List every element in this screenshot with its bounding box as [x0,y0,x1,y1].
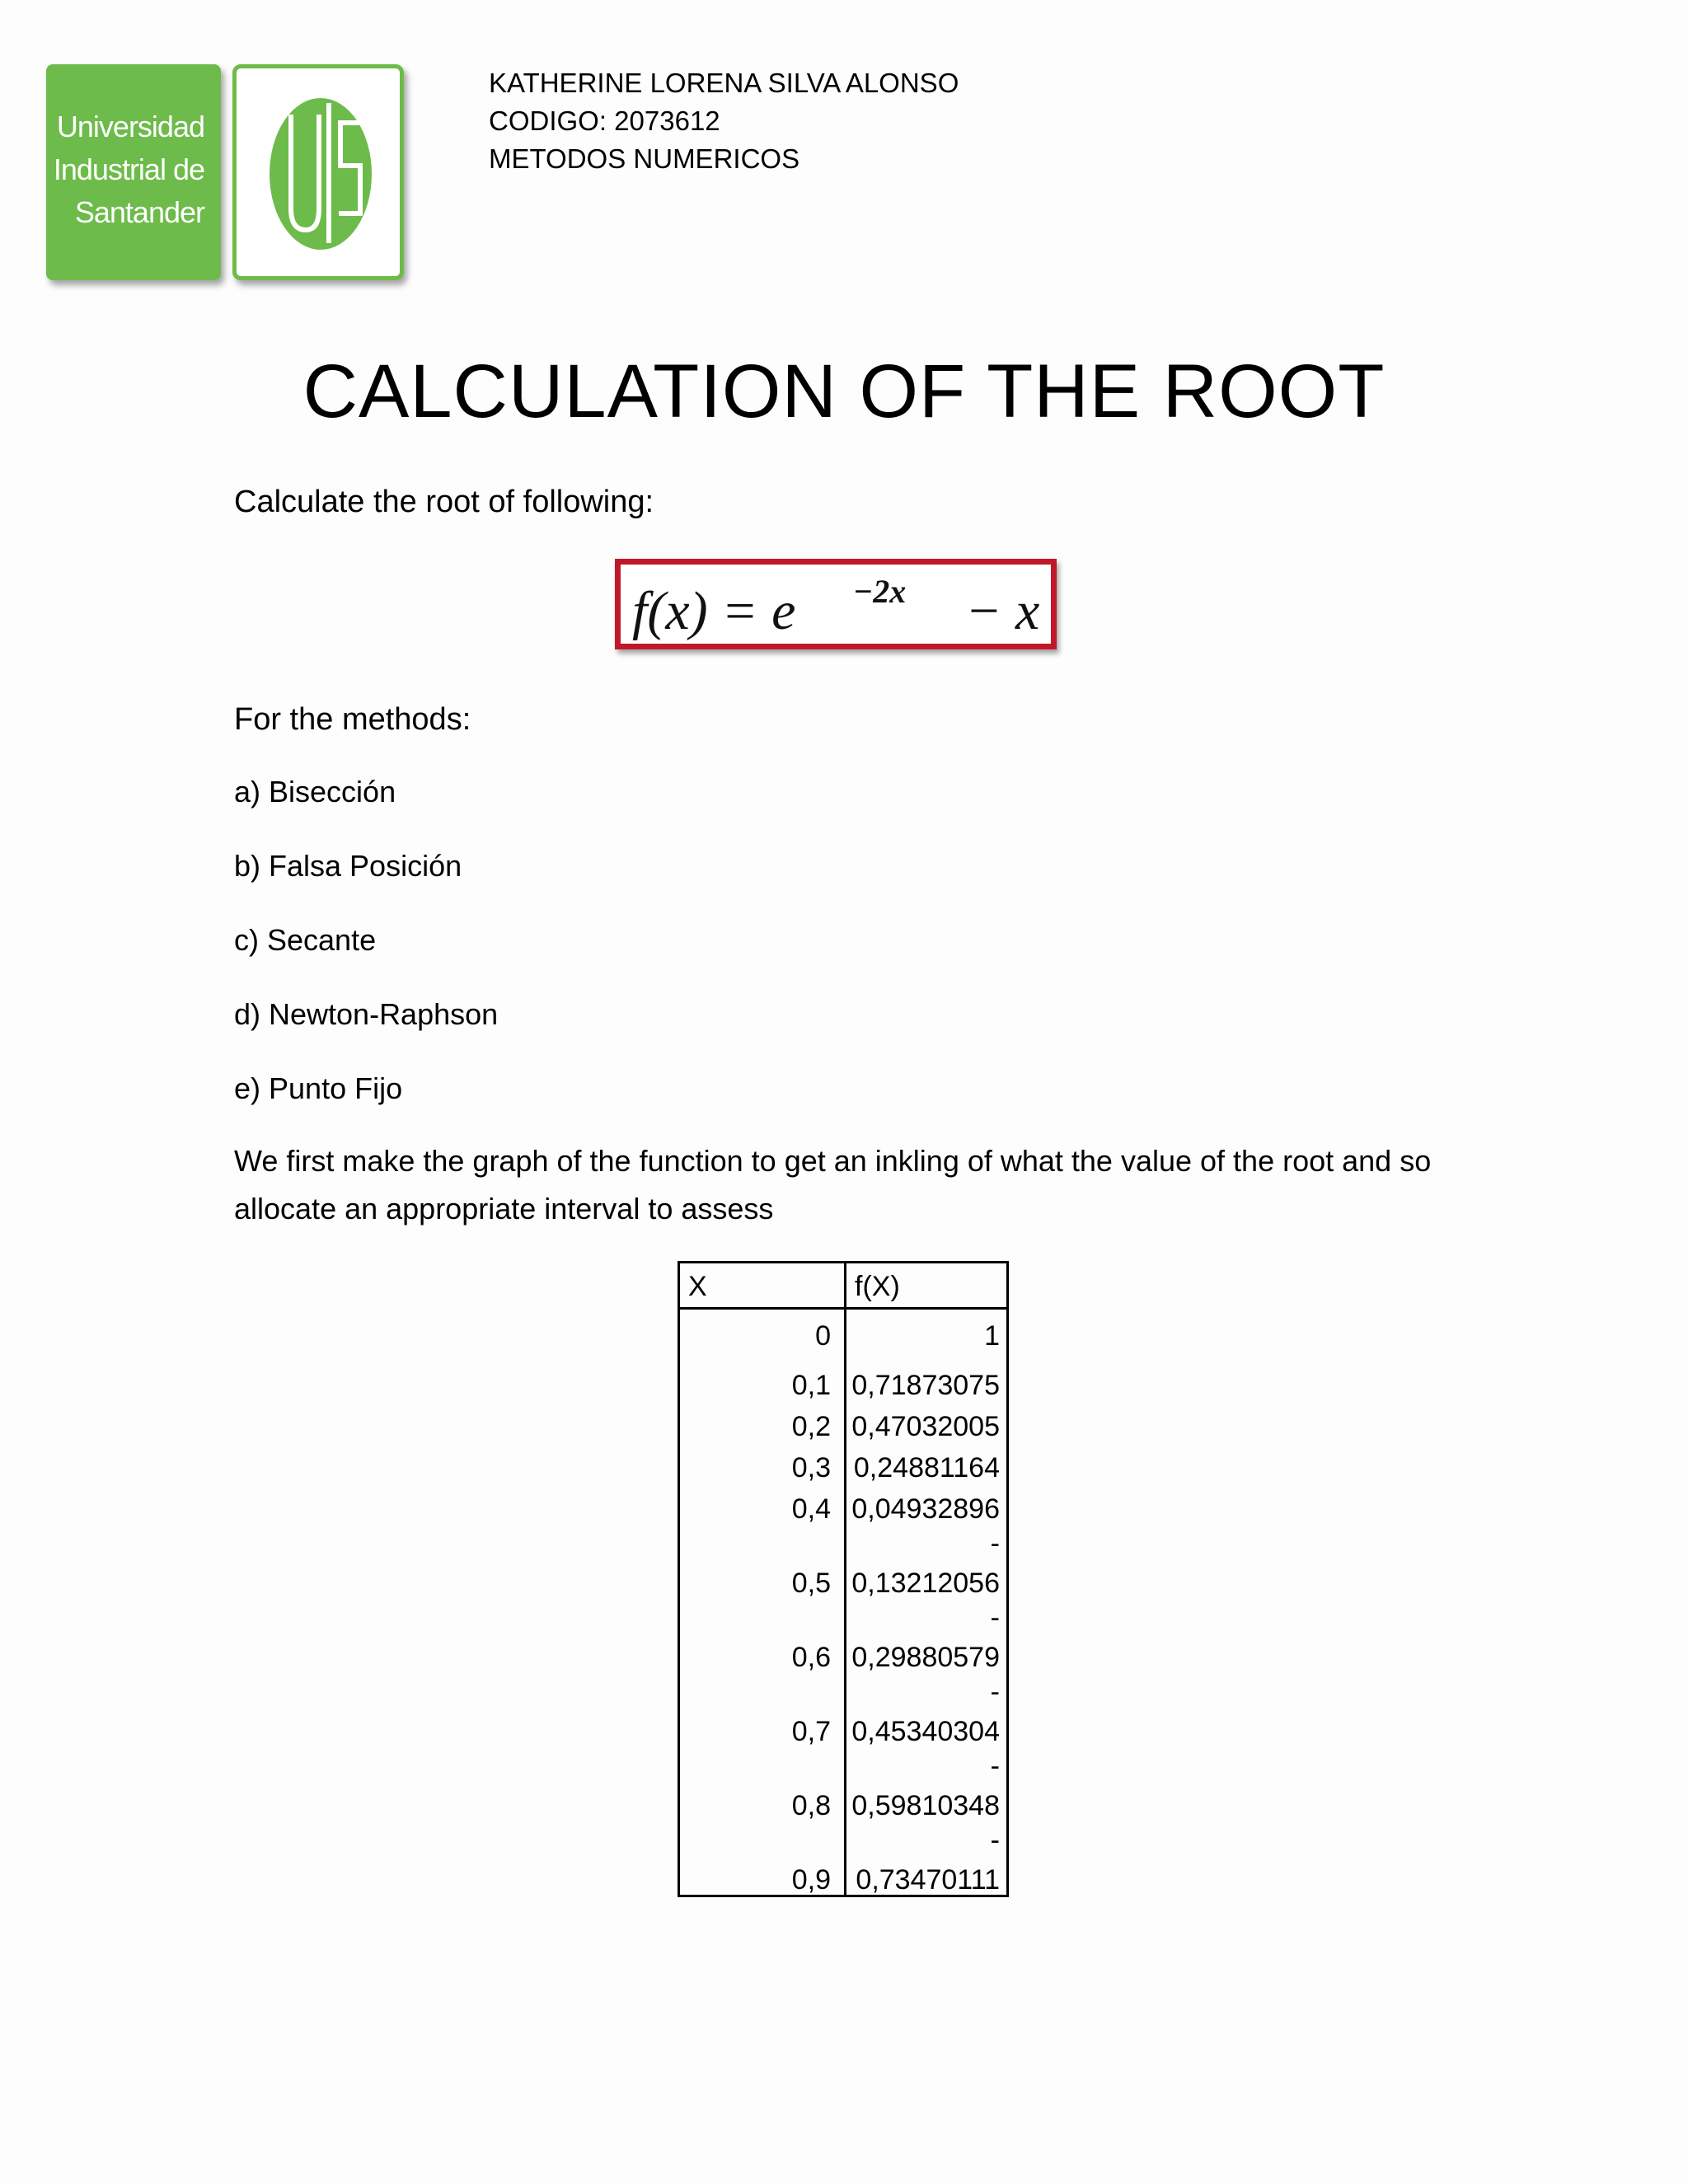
table-cell-fx: 0,13212056 [851,1568,1000,1599]
formula-rhs: − x [965,581,1040,641]
table-cell-x: 0,6 [791,1642,831,1673]
table-cell-x: 0,2 [791,1411,831,1442]
table-cell-x: 0,8 [791,1790,831,1821]
page-title: CALCULATION OF THE ROOT [302,349,1386,434]
table-cell-negative-sign: - [990,1676,1000,1708]
table-cell-x: 0,9 [791,1864,831,1896]
table-cell-fx: 0,29880579 [851,1642,1000,1673]
table-cell-fx: 1 [984,1320,1000,1352]
table-cell-x: 0 [815,1320,831,1352]
table-header-x: X [688,1271,707,1302]
table-cell-negative-sign: - [990,1528,1000,1559]
logo-text: Universidad Industrial de Santander [53,110,204,229]
formula-exponent: −2x [853,573,907,610]
table-cell-fx: 0,71873075 [851,1370,1000,1401]
course-name: METODOS NUMERICOS [489,143,800,174]
table-header-fx: f(X) [855,1271,900,1302]
table-cell-x: 0,4 [791,1493,831,1525]
methods-heading: For the methods: [234,702,471,737]
values-table [678,1261,1009,1897]
author-name: KATHERINE LORENA SILVA ALONSO [489,68,959,98]
table-cell-fx: 0,04932896 [851,1493,1000,1525]
formula-box [615,559,1057,649]
uis-monogram-logo [232,64,404,280]
table-cell-x: 0,3 [791,1452,831,1483]
method-item-secante: c) Secante [234,923,377,957]
table-cell-negative-sign: - [990,1750,1000,1782]
table-cell-x: 0,1 [791,1370,831,1401]
prompt-text: Calculate the root of following: [234,485,654,519]
uis-monogram-icon [237,68,400,276]
formula-lhs: f(x) = e [632,581,796,641]
table-cell-fx: 0,45340304 [851,1716,1000,1747]
author-header [489,64,959,178]
method-item-falsa-posicion: b) Falsa Posición [234,849,462,883]
table-cell-x: 0,7 [791,1716,831,1747]
table-cell-negative-sign: - [990,1825,1000,1856]
university-logo-text-block [46,64,221,280]
table-cell-x: 0,5 [791,1568,831,1599]
method-item-newton-raphson: d) Newton-Raphson [234,997,499,1031]
table-cell-fx: 0,59810348 [851,1790,1000,1821]
student-code: CODIGO: 2073612 [489,105,720,136]
table-cell-negative-sign: - [990,1602,1000,1633]
table-cell-fx: 0,47032005 [851,1411,1000,1442]
table-cell-fx: 0,24881164 [853,1452,1000,1483]
intro-paragraph: We first make the graph of the function to get an inkling of what the value of the root and so allocate an appropriate interval to assess [234,1144,1432,1226]
method-item-punto-fijo: e) Punto Fijo [234,1071,403,1105]
method-item-biseccion: a) Bisección [234,775,396,808]
table-cell-fx: 0,73470111 [856,1864,1000,1896]
